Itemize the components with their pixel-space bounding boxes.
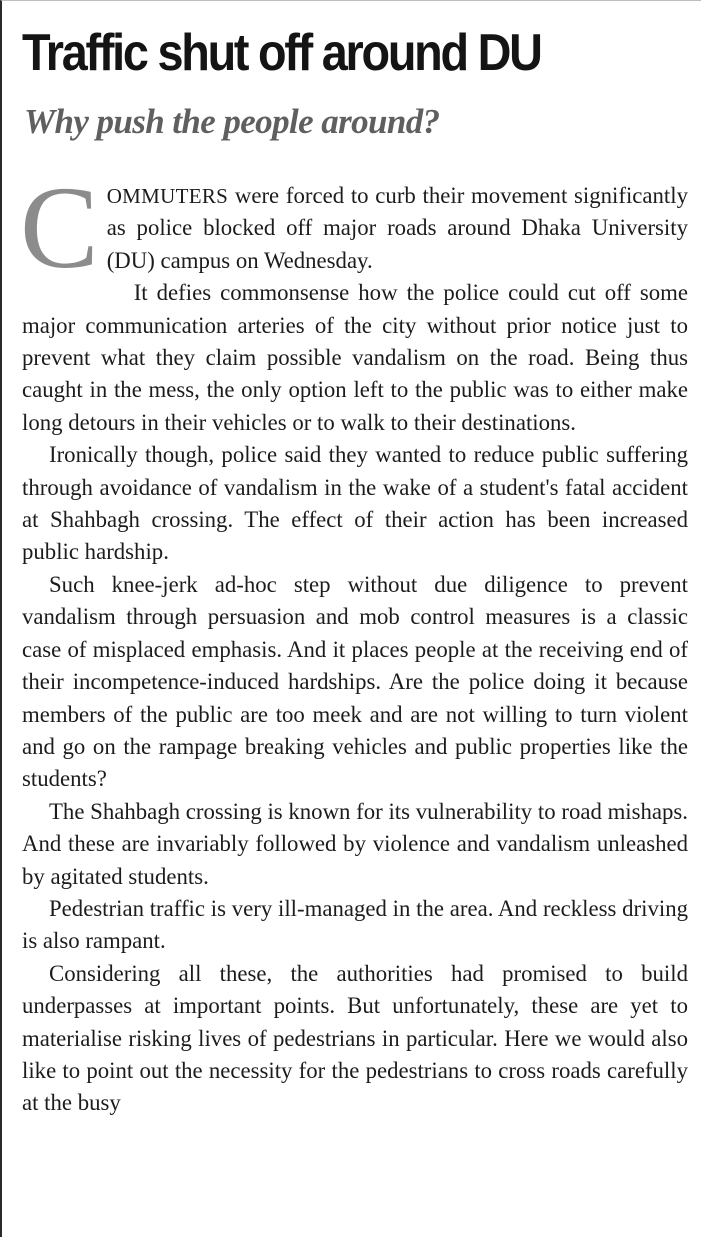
paragraph: Ironically though, police said they wanted to reduce public suffering through avoidance of vandalism in the wake of a student's fatal accident at Shahbagh crossing. The effect of their action has been increased public hardship.: [22, 442, 688, 565]
paragraph: Pedestrian traffic is very ill-managed in the area. And reckless driving is also rampant.: [22, 895, 688, 954]
headline: Traffic shut off around DU: [22, 24, 541, 82]
drop-cap: C: [20, 162, 99, 293]
article-body: [20, 162, 688, 1120]
subheadline: Why push the people around?: [24, 102, 440, 141]
paragraph: It defies commonsense how the police could cut off some major communication arteries of the city without prior notice just to prevent what they claim possible vandalism on the road. Being thus caught in the mess, the only option left to the public was to either make long detours in their vehicles or to walk to their destinations.: [22, 280, 688, 435]
paragraph: Considering all these, the authorities had promised to build underpasses at important points. But unfortunately, these are yet to materialise risking lives of pedestrians in particular. Here we would also like to point out the necessity for the pedestrians to cross roads carefully at the busy: [22, 960, 688, 1116]
paragraph: The Shahbagh crossing is known for its vulnerability to road mishaps. And these are invariably followed by violence and vandalism unleashed by agitated students.: [22, 798, 688, 889]
paragraph: Such knee-jerk ad-hoc step without due diligence to prevent vandalism through persuasion and mob control measures is a classic case of misplaced emphasis. And it places people at the receiving end of their incompetence-induced hardships. Are the police doing it because members of the public are too meek and are not willing to turn violent and go on the rampage breaking vehicles and public properties like the students?: [22, 571, 688, 792]
lead-text: were forced to curb their movement significantly as police blocked off major roads around Dhaka University (DU) campus on Wednesday.: [106, 183, 688, 273]
lead-paragraph: [20, 162, 688, 293]
lead-smallcaps: OMMUTERS: [106, 184, 229, 208]
